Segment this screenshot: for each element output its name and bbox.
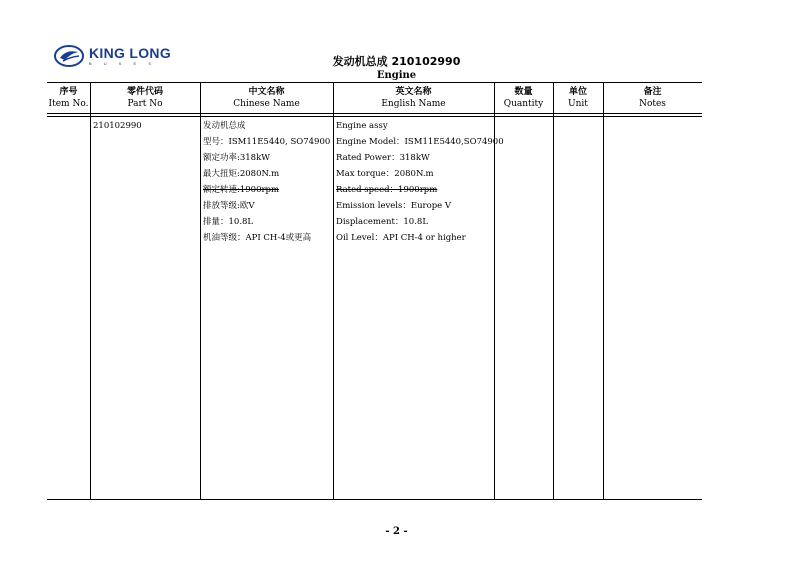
header-quantity — [494, 86, 553, 110]
header-english-name — [333, 86, 494, 110]
english-line: Emission levels：Europe V — [336, 201, 452, 211]
chinese-line: 机油等级：API CH-4或更高 — [203, 233, 312, 243]
header-part-no — [90, 86, 200, 110]
chinese-name-cell — [203, 118, 330, 246]
logo-subtitle: B U S E S — [89, 61, 157, 66]
column-divider — [603, 82, 604, 500]
header-item-no — [47, 86, 90, 110]
header-part-no-en: Part No — [127, 99, 163, 109]
header-item-no-en: Item No. — [48, 99, 89, 109]
header-chinese-name — [200, 86, 333, 110]
chinese-line: 额定功率:318kW — [203, 153, 270, 163]
header-quantity-en: Quantity — [503, 99, 544, 109]
english-line: Oil Level：API CH-4 or higher — [336, 233, 466, 243]
english-line: Rated Power：318kW — [336, 153, 430, 163]
header-chinese-name-en: Chinese Name — [233, 99, 300, 109]
column-divider — [90, 82, 91, 500]
chinese-line: 最大扭矩:2080N.m — [203, 169, 280, 179]
header-notes — [603, 86, 702, 110]
header-unit-en: Unit — [568, 99, 588, 109]
header-unit — [553, 86, 603, 110]
header-english-name-en: English Name — [381, 99, 446, 109]
page-subtitle: Engine — [376, 70, 417, 81]
chinese-line: 型号：ISM11E5440, SO74900 — [203, 137, 331, 147]
chinese-line: 发动机总成 — [203, 121, 246, 131]
header-item-no-cn: 序号 — [59, 87, 78, 97]
header-unit-cn: 单位 — [568, 87, 587, 97]
english-line: Engine assy — [336, 121, 388, 131]
english-name-cell — [336, 118, 504, 246]
column-divider — [333, 82, 334, 500]
english-line: Max torque：2080N.m — [336, 169, 434, 179]
column-divider — [553, 82, 554, 500]
english-line: Rated speed：1900rpm — [336, 185, 438, 195]
page-title: 发动机总成 210102990 — [332, 55, 461, 68]
logo-name: KING LONG — [89, 45, 172, 61]
english-line: Engine Model：ISM11E5440,SO74900 — [336, 137, 504, 147]
header-chinese-name-cn: 中文名称 — [248, 87, 285, 97]
column-divider — [200, 82, 201, 500]
header-notes-en: Notes — [639, 99, 666, 109]
header-notes-cn: 备注 — [643, 87, 662, 97]
header-quantity-cn: 数量 — [514, 87, 533, 97]
english-line: Displacement：10.8L — [336, 217, 428, 227]
header-english-name-cn: 英文名称 — [395, 87, 432, 97]
chinese-line: 额定转速:1900rpm — [203, 185, 280, 195]
header-part-no-cn: 零件代码 — [126, 87, 163, 97]
chinese-line: 排放等级:欧V — [203, 201, 255, 211]
chinese-line: 排量：10.8L — [203, 217, 254, 227]
parts-table — [47, 82, 702, 500]
page-number: - 2 - — [385, 526, 408, 537]
part-number-cell: 210102990 — [93, 121, 142, 131]
